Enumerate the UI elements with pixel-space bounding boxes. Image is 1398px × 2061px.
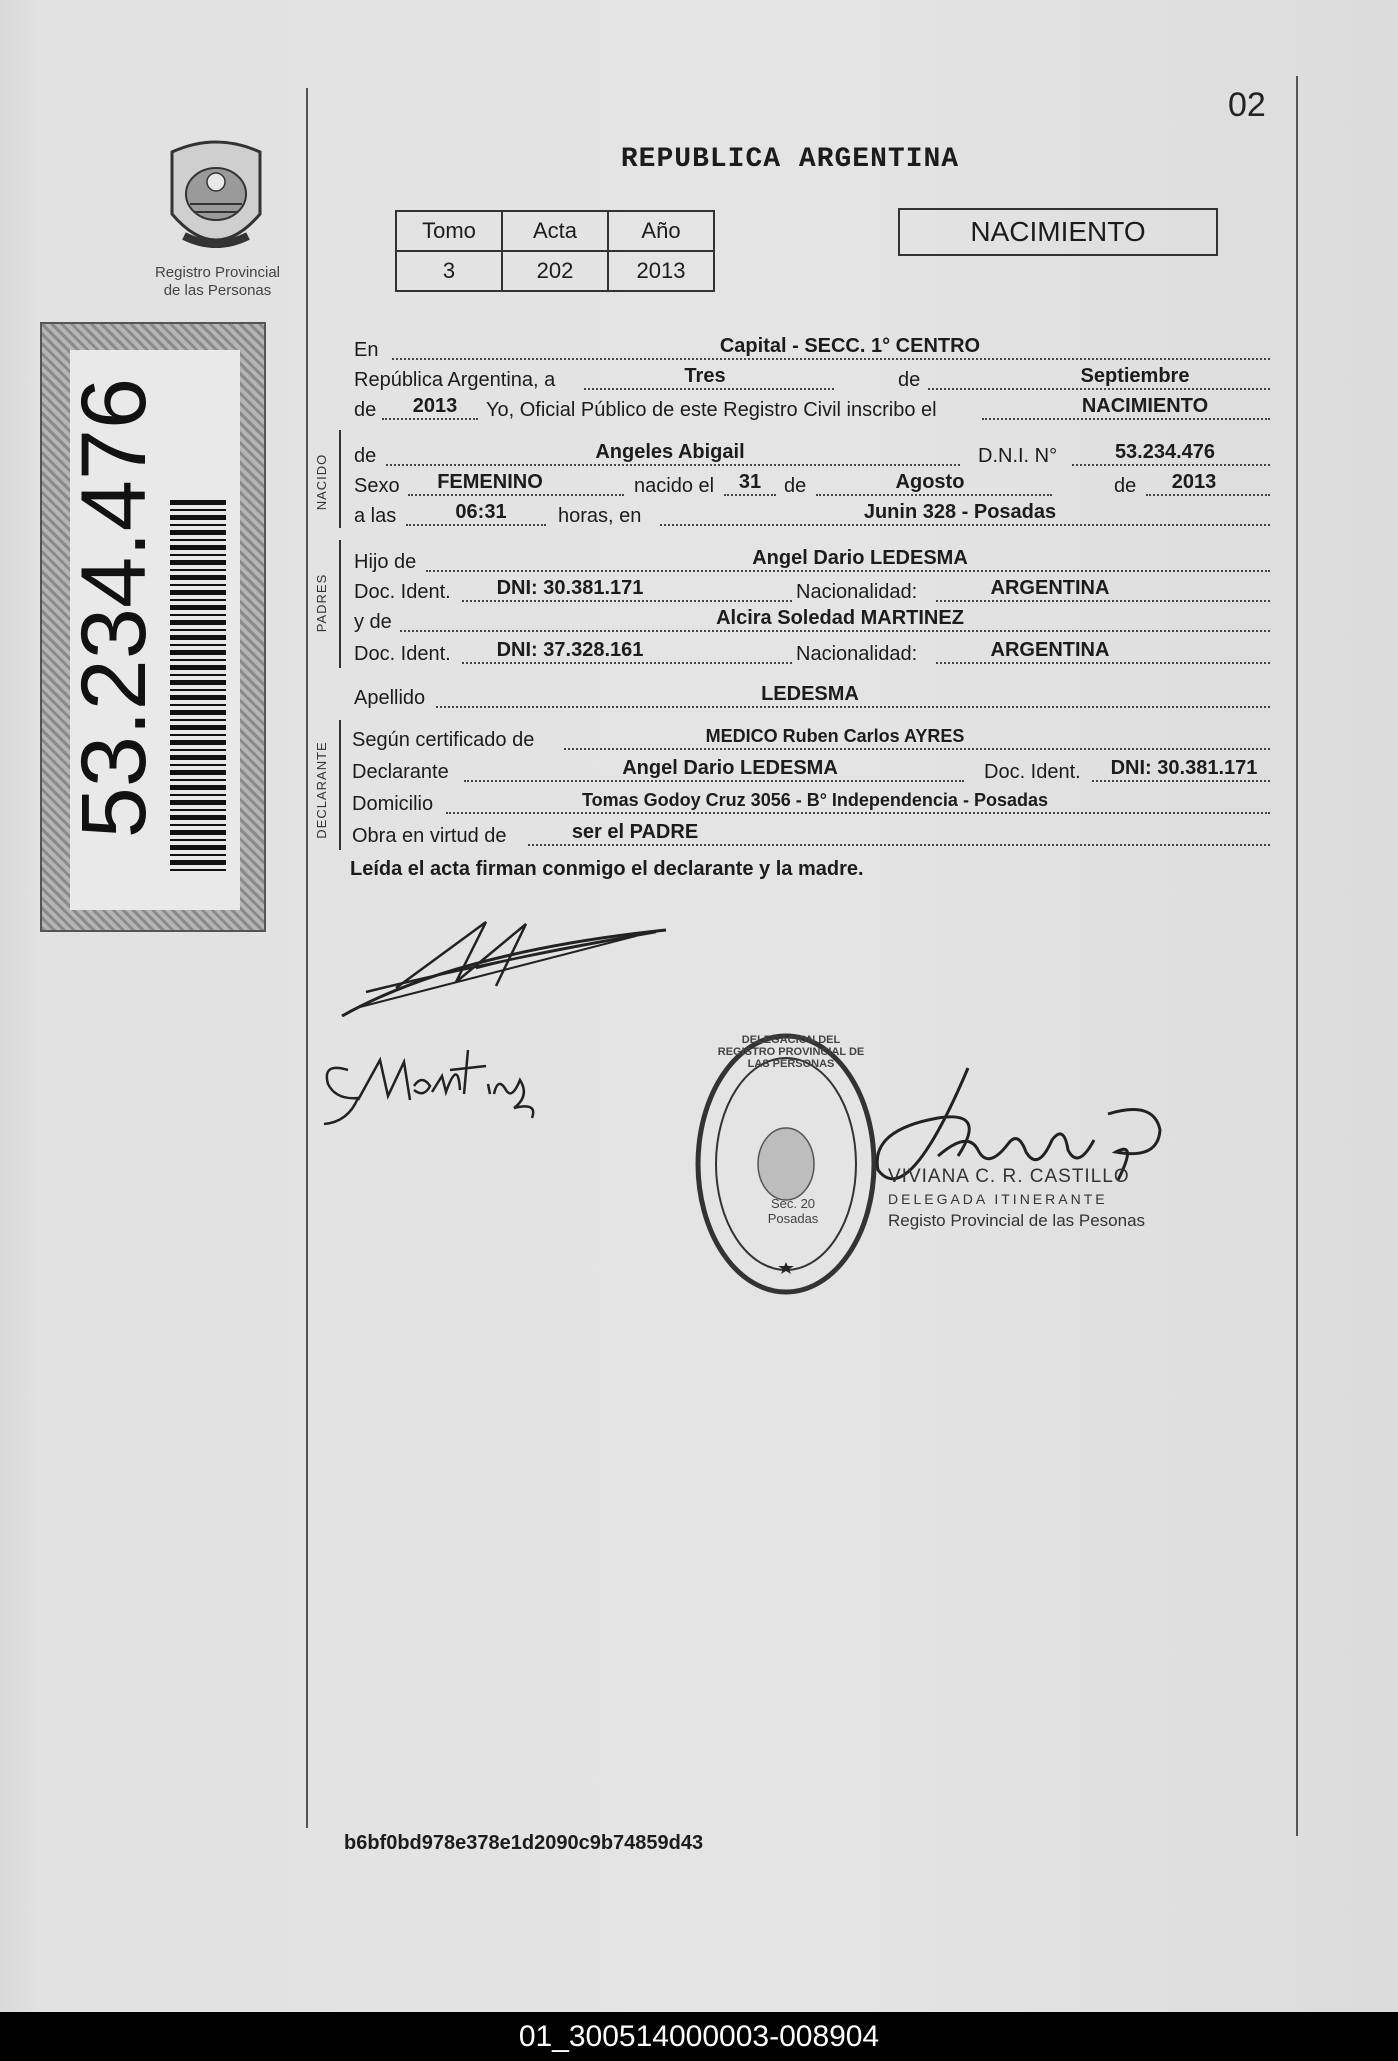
registry-caption [130, 264, 305, 300]
dots-de-year [382, 418, 478, 420]
value-sexo: FEMENINO [437, 471, 543, 493]
dots-declarante-doc [1092, 780, 1270, 782]
book-value-tomo: 3 [396, 251, 502, 291]
dots-nombre [386, 464, 960, 466]
book-header-tomo: Tomo [396, 211, 502, 251]
value-nacido-anio: 2013 [1171, 471, 1217, 493]
dots-hijo-de [426, 570, 1270, 572]
label-declarante: Declarante [352, 761, 449, 783]
dots-inscribo [982, 418, 1270, 420]
value-madre: Alcira Soledad MARTINEZ [716, 607, 964, 629]
label-apellido: Apellido [354, 687, 426, 709]
row-sexo [350, 468, 1272, 500]
row-padre-doc [350, 574, 1272, 606]
side-label-declarante: DECLARANTE [314, 741, 329, 839]
row-domicilio [350, 786, 1272, 818]
official-signature-block [888, 1166, 1145, 1232]
label-nacido-de: de [784, 475, 807, 497]
dots-madre-doc [462, 662, 792, 664]
document-title: REPUBLICA ARGENTINA [620, 144, 960, 175]
side-label-nacido: NACIDO [314, 453, 329, 511]
value-en: Capital - SECC. 1° CENTRO [719, 335, 981, 357]
padres-bracket [339, 540, 341, 668]
dots-en [392, 358, 1270, 360]
label-nacido-el: nacido el [634, 475, 715, 497]
row-certificado [350, 722, 1272, 754]
label-de-year: de [354, 399, 377, 421]
value-apellido: LEDESMA [761, 683, 859, 705]
dots-certificado [564, 748, 1270, 750]
book-table-header-row [396, 211, 714, 251]
registry-caption-line-1: Registro Provincial [154, 264, 281, 281]
declarante-bracket [339, 720, 341, 850]
official-name: VIVIANA C. R. CASTILLO [888, 1166, 1130, 1187]
record-type-box: NACIMIENTO [898, 208, 1218, 256]
label-republica: República Argentina, a [354, 369, 556, 391]
dots-republica-1 [584, 388, 834, 390]
label-nombre: de [354, 445, 377, 467]
value-madre-doc: DNI: 37.328.161 [496, 639, 644, 661]
label-inscribo: Yo, Oficial Público de este Registro Civil inscribo el [486, 399, 937, 421]
value-domicilio: Tomas Godoy Cruz 3056 - B° Independencia - Posadas [582, 790, 1048, 810]
footer-code: 01_300514000003-008904 [518, 2020, 880, 2053]
book-table-value-row [396, 251, 714, 291]
dots-padre-doc [462, 600, 792, 602]
value-lugar: Junin 328 - Posadas [863, 501, 1057, 523]
row-hijo-de [350, 544, 1272, 576]
label-obra: Obra en virtud de [352, 825, 507, 847]
value-certificado: MEDICO Ruben Carlos AYRES [705, 726, 965, 746]
value-nacido-dia: 31 [738, 471, 762, 493]
side-label-padres: PADRES [314, 573, 329, 633]
value-dni: 53.234.476 [1114, 441, 1216, 463]
stamp-inner-text: Sec. 20 Posadas [767, 1196, 819, 1226]
right-margin-line [1296, 76, 1298, 1836]
footer-code-bar [0, 2012, 1398, 2061]
dots-lugar [660, 524, 1270, 526]
official-org: Registo Provincial de las Pesonas [888, 1211, 1146, 1230]
label-madre-doc: Doc. Ident. [354, 643, 451, 665]
label-republica-de: de [898, 369, 921, 391]
dots-nacido-anio [1146, 494, 1270, 496]
province-crest-icon [154, 136, 278, 260]
madre-signature [318, 1040, 548, 1136]
dni-vertical-number: 53.234.476 [63, 377, 165, 839]
value-declarante: Angel Dario LEDESMA [622, 757, 838, 779]
dots-declarante [464, 780, 964, 782]
value-madre-nacionalidad: ARGENTINA [990, 639, 1110, 661]
book-value-anio: 2013 [608, 251, 714, 291]
value-declarante-doc: DNI: 30.381.171 [1110, 757, 1258, 779]
dots-hora [406, 524, 546, 526]
label-padre-doc: Doc. Ident. [354, 581, 451, 603]
row-declarante [350, 754, 1272, 786]
label-declarante-doc: Doc. Ident. [984, 761, 1081, 783]
row-madre-doc [350, 636, 1272, 668]
dots-madre-nacionalidad [936, 662, 1270, 664]
barcode-bars [170, 500, 226, 872]
dots-sexo [408, 494, 624, 496]
dots-y-de [400, 630, 1270, 632]
row-republica [350, 362, 1272, 394]
value-padre-nacionalidad: ARGENTINA [990, 577, 1110, 599]
value-hora: 06:31 [455, 501, 507, 523]
label-madre-nacionalidad: Nacionalidad: [796, 643, 918, 665]
label-hijo-de: Hijo de [354, 551, 417, 573]
row-nombre [350, 438, 1272, 470]
row-y-de [350, 604, 1272, 636]
dots-apellido [436, 706, 1270, 708]
label-en: En [354, 339, 379, 361]
document-hash: b6bf0bd978e378e1d2090c9b74859d43 [344, 1832, 704, 1854]
label-padre-nacionalidad: Nacionalidad: [796, 581, 918, 603]
value-padre: Angel Dario LEDESMA [752, 547, 968, 569]
left-margin-line [306, 88, 308, 1828]
barcode-sticker-inner [63, 350, 240, 910]
row-de-year [350, 392, 1272, 424]
value-year: 2013 [412, 395, 458, 417]
label-certificado: Según certificado de [352, 729, 535, 751]
dots-domicilio [446, 812, 1270, 814]
row-en [350, 332, 1272, 364]
dots-republica-2 [928, 388, 1270, 390]
label-dni: D.N.I. N° [978, 445, 1058, 467]
dots-nacido-mes [816, 494, 1052, 496]
closing-statement: Leída el acta firman conmigo el declarante y la madre. [350, 858, 864, 880]
dots-nacido-dia [724, 494, 776, 496]
value-obra: ser el PADRE [571, 821, 699, 843]
declarante-signature [336, 912, 676, 1024]
stamp-ring-text: DELEGACION DEL REGISTRO PROVINCIAL DE LAS PERSONAS [717, 1034, 865, 1070]
label-y-de: y de [354, 611, 392, 633]
label-a-las: a las [354, 505, 397, 527]
label-domicilio: Domicilio [352, 793, 434, 815]
value-padre-doc: DNI: 30.381.171 [496, 577, 644, 599]
book-header-anio: Año [608, 211, 714, 251]
book-reference-table [395, 210, 715, 292]
dots-padre-nacionalidad [936, 600, 1270, 602]
row-hora [350, 498, 1272, 530]
page-number: 02 [1228, 86, 1266, 124]
book-value-acta: 202 [502, 251, 608, 291]
barcode-sticker [40, 322, 266, 932]
row-obra [350, 818, 1272, 850]
value-nacido-mes: Agosto [895, 471, 965, 493]
value-nombre: Angeles Abigail [595, 441, 745, 463]
row-apellido [350, 680, 1272, 712]
dots-dni [1072, 464, 1270, 466]
official-role: DELEGADA ITINERANTE [888, 1191, 1108, 1207]
value-acto: NACIMIENTO [1081, 395, 1209, 417]
nacido-bracket [339, 430, 341, 528]
label-nacido-de-2: de [1114, 475, 1137, 497]
dots-obra [528, 844, 1270, 846]
value-mes: Septiembre [1080, 365, 1190, 387]
label-sexo: Sexo [354, 475, 400, 497]
registry-caption-line-2: de las Personas [163, 282, 272, 299]
book-header-acta: Acta [502, 211, 608, 251]
label-horas-en: horas, en [558, 505, 642, 527]
value-dia: Tres [684, 365, 726, 387]
